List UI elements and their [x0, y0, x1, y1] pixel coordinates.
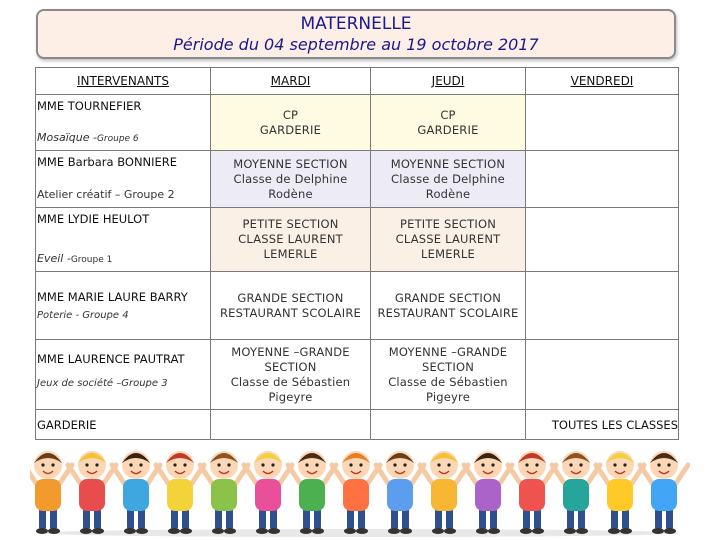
children-illustration: [30, 443, 690, 538]
table-row: [36, 340, 679, 410]
schedule-table: [35, 67, 679, 440]
cell-line: GRANDE SECTION: [237, 290, 344, 305]
cell-line: LEMERLE: [263, 247, 318, 261]
mardi-cell: [211, 272, 371, 340]
vendredi-cell: [526, 340, 679, 410]
page-title: MATERNELLE: [300, 14, 412, 34]
cell-line: MOYENNE –GRANDE: [388, 344, 508, 359]
jeudi-cell: [371, 340, 526, 410]
child-figure: [640, 451, 688, 534]
intervenant-cell: [36, 208, 211, 272]
cell-line: Classe de Delphine Rodène: [233, 171, 348, 201]
cell-line: PETITE SECTION: [242, 217, 339, 231]
activity-text: Eveil -: [37, 252, 71, 265]
child-figure: [68, 451, 116, 534]
header-mardi: MARDI: [211, 68, 371, 95]
table-row: [36, 95, 679, 151]
table-row: [36, 151, 679, 208]
header-vendredi: VENDREDI: [526, 68, 679, 95]
group-label: Groupe 6: [96, 134, 139, 144]
intervenant-name: MME LYDIE HEULOT: [37, 212, 150, 226]
child-figure: [596, 451, 644, 534]
intervenant-cell: [36, 272, 211, 340]
jeudi-cell: [371, 151, 526, 208]
vendredi-cell: [526, 151, 679, 208]
cell-line: SECTION: [264, 359, 317, 374]
activity-label: Poterie - Groupe 4: [37, 310, 129, 321]
child-figure: [200, 451, 248, 534]
vendredi-cell: [526, 272, 679, 340]
table-row: [36, 208, 679, 272]
mardi-cell: [211, 208, 371, 272]
cell-line: Classe de Sébastien Pigeyre: [388, 374, 508, 404]
table-row: [36, 272, 679, 340]
intervenant-name: MME Barbara BONNIERE: [37, 155, 178, 169]
intervenant-cell: [36, 340, 211, 410]
cell-line: CLASSE LAURENT: [238, 232, 343, 246]
group-label: Groupe 1: [70, 255, 113, 265]
child-figure: [508, 451, 556, 534]
table-row: [36, 410, 679, 440]
header-jeudi: JEUDI: [371, 68, 526, 95]
cell-line: GRANDE SECTION: [394, 290, 502, 305]
mardi-cell: [211, 151, 371, 208]
cell-line: CP: [440, 107, 456, 122]
cell-line: PETITE SECTION: [399, 217, 497, 231]
table-header-row: [36, 68, 679, 95]
intervenant-cell: [36, 95, 211, 151]
cell-line: Classe de Sébastien Pigeyre: [230, 374, 351, 404]
mardi-cell: [211, 95, 371, 151]
cell-line: CP: [282, 107, 299, 122]
cell-line: RESTAURANT SCOLAIRE: [377, 305, 519, 320]
intervenant-cell: [36, 151, 211, 208]
cell-line: RESTAURANT SCOLAIRE: [219, 305, 361, 320]
activity-text: Mosaïque -: [37, 131, 97, 144]
child-figure: [376, 451, 424, 534]
intervenant-name: MME LAURENCE PAUTRAT: [37, 352, 185, 366]
vendredi-cell: TOUTES LES CLASSES: [526, 410, 679, 440]
jeudi-cell: [371, 410, 526, 440]
cell-line: SECTION: [421, 359, 475, 374]
kids-row: [30, 451, 688, 534]
vendredi-cell: [526, 208, 679, 272]
child-figure: [420, 451, 468, 534]
cell-line: CLASSE LAURENT: [395, 232, 501, 246]
intervenant-name: GARDERIE: [37, 418, 97, 432]
child-figure: [288, 451, 336, 534]
child-figure: [552, 451, 600, 534]
mardi-cell: [211, 410, 371, 440]
activity-label: Jeux de société –Groupe 3: [37, 378, 168, 389]
mardi-cell: [211, 340, 371, 410]
jeudi-cell: [371, 208, 526, 272]
cell-line: MOYENNE –GRANDE: [231, 344, 350, 359]
intervenant-cell: [36, 410, 211, 440]
activity-label: [37, 252, 112, 265]
child-figure: [112, 451, 160, 534]
child-figure: [244, 451, 292, 534]
jeudi-cell: [371, 272, 526, 340]
child-figure: [464, 451, 512, 534]
vendredi-cell: [526, 95, 679, 151]
activity-label: [37, 131, 139, 144]
period-subtitle: Période du 04 septembre au 19 octobre 2017: [173, 35, 539, 54]
cell-line: GARDERIE: [259, 122, 322, 137]
activity-label: Atelier créatif – Groupe 2: [37, 188, 175, 201]
cell-line: Classe de Delphine Rodène: [391, 171, 505, 201]
cell-line: LEMERLE: [421, 247, 475, 261]
intervenant-name: MME MARIE LAURE BARRY: [37, 290, 188, 304]
child-figure: [156, 451, 204, 534]
child-figure: [30, 451, 72, 534]
cell-line: MOYENNE SECTION: [390, 156, 506, 171]
cell-line: MOYENNE SECTION: [233, 156, 348, 171]
child-figure: [332, 451, 380, 534]
jeudi-cell: [371, 95, 526, 151]
intervenant-name: MME TOURNEFIER: [37, 99, 142, 113]
header-intervenants: INTERVENANTS: [36, 68, 211, 95]
title-banner: [36, 9, 676, 59]
cell-line: GARDERIE: [417, 122, 479, 137]
